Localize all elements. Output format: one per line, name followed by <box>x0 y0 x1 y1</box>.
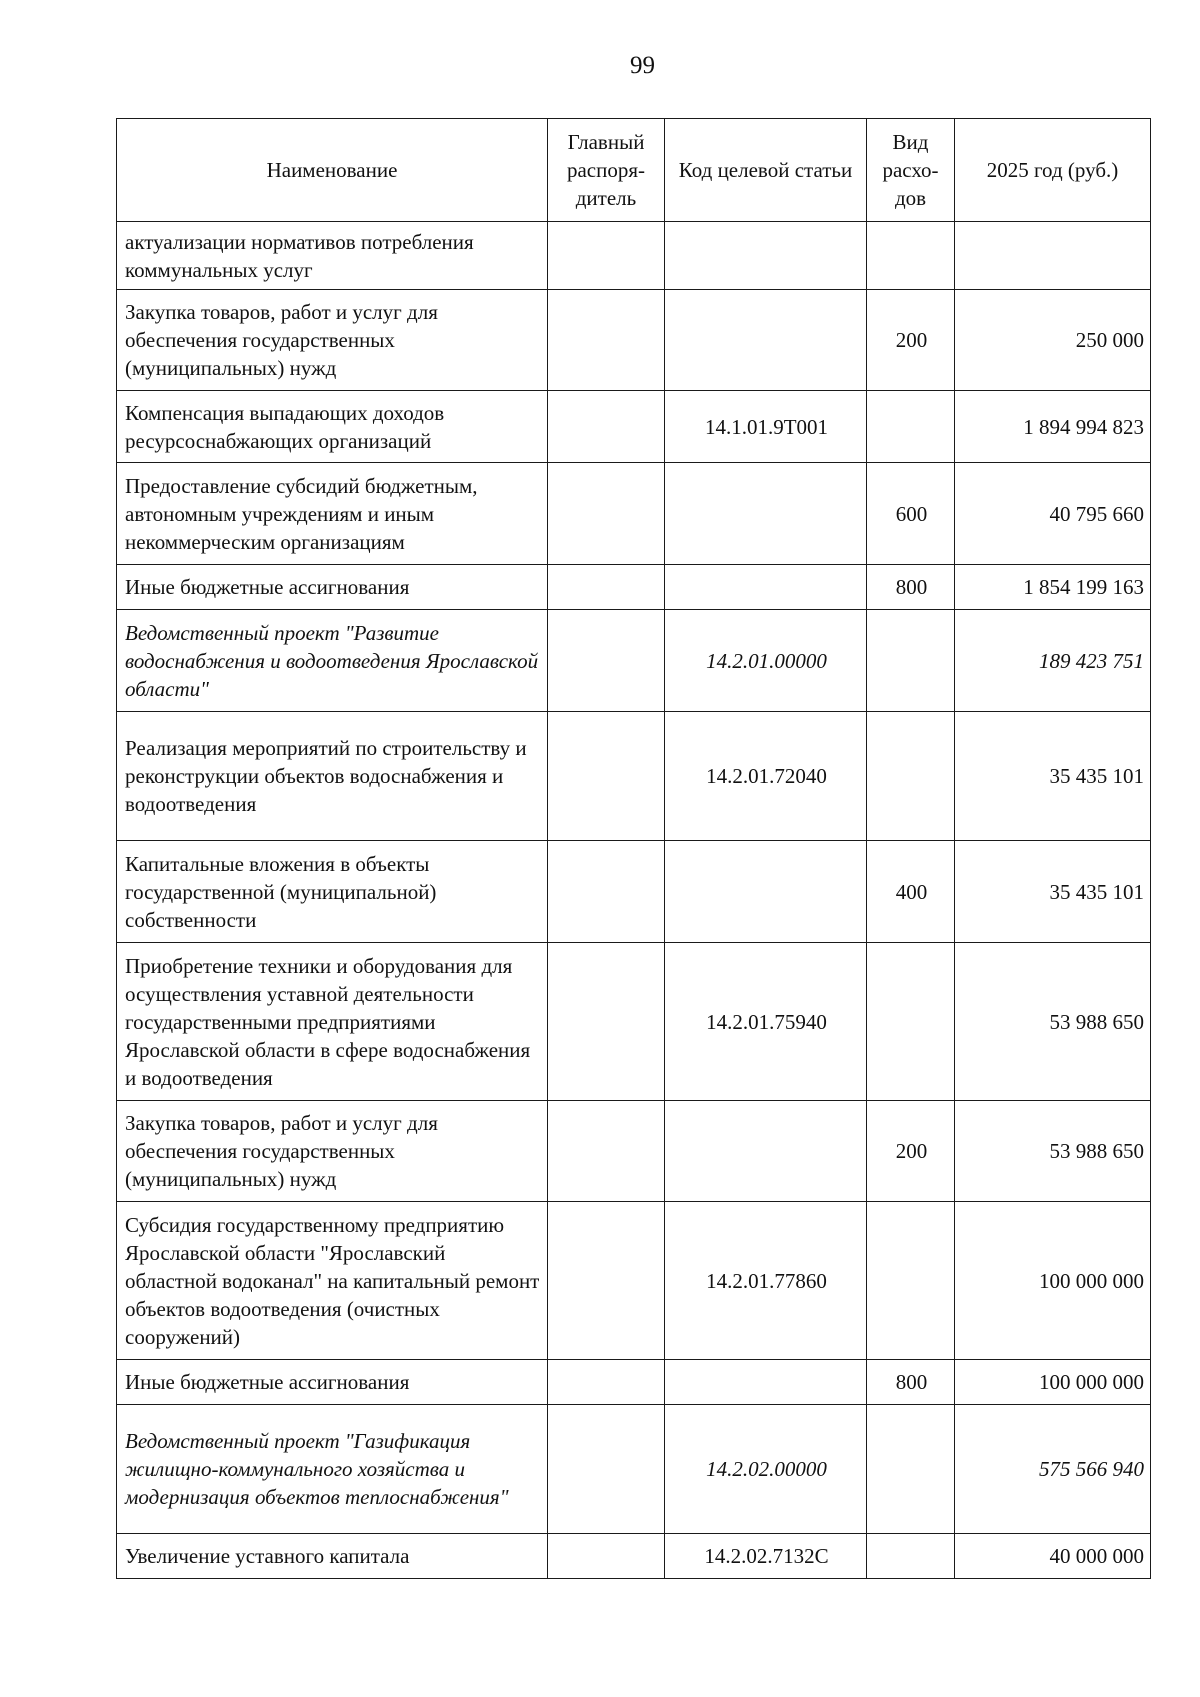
row-chief-manager <box>548 290 665 391</box>
row-name: Иные бюджетные ассигнования <box>117 1360 548 1405</box>
row-name: Ведомственный проект "Развитие водоснабжения и водоотведения Ярославской области" <box>117 610 548 712</box>
row-target-code: 14.2.01.00000 <box>665 610 867 712</box>
row-amount: 53 988 650 <box>955 1101 1151 1202</box>
row-target-code: 14.2.02.00000 <box>665 1405 867 1534</box>
row-chief-manager <box>548 1534 665 1579</box>
row-chief-manager <box>548 1202 665 1360</box>
row-expense-type <box>867 222 955 290</box>
row-amount: 1 894 994 823 <box>955 391 1151 463</box>
row-chief-manager <box>548 943 665 1101</box>
row-target-code <box>665 1101 867 1202</box>
row-name: Предоставление субсидий бюджетным, автономным учреждениям и иным некоммерческим организациям <box>117 463 548 565</box>
row-expense-type: 400 <box>867 841 955 943</box>
table-row <box>117 1360 1151 1405</box>
row-target-code <box>665 1360 867 1405</box>
row-amount: 1 854 199 163 <box>955 565 1151 610</box>
row-name: Закупка товаров, работ и услуг для обеспечения государственных (муниципальных) нужд <box>117 290 548 391</box>
row-expense-type: 200 <box>867 1101 955 1202</box>
row-name: Приобретение техники и оборудования для осуществления уставной деятельности государственными предприятиями Ярославской области в сфере водоснабжения и водоотведения <box>117 943 548 1101</box>
row-expense-type: 800 <box>867 1360 955 1405</box>
row-target-code: 14.2.02.7132С <box>665 1534 867 1579</box>
row-chief-manager <box>548 222 665 290</box>
row-amount: 250 000 <box>955 290 1151 391</box>
row-expense-type: 200 <box>867 290 955 391</box>
table-row <box>117 1101 1151 1202</box>
header-expense-type: Вид расхо-дов <box>867 119 955 222</box>
header-name: Наименование <box>117 119 548 222</box>
row-amount: 575 566 940 <box>955 1405 1151 1534</box>
row-name: Увеличение уставного капитала <box>117 1534 548 1579</box>
table-body <box>117 222 1151 1579</box>
row-chief-manager <box>548 1405 665 1534</box>
row-chief-manager <box>548 610 665 712</box>
row-chief-manager <box>548 391 665 463</box>
row-expense-type: 600 <box>867 463 955 565</box>
row-amount: 53 988 650 <box>955 943 1151 1101</box>
row-target-code <box>665 841 867 943</box>
row-chief-manager <box>548 463 665 565</box>
row-chief-manager <box>548 565 665 610</box>
row-name: Иные бюджетные ассигнования <box>117 565 548 610</box>
row-chief-manager <box>548 1360 665 1405</box>
budget-table <box>116 118 1151 1579</box>
row-target-code <box>665 222 867 290</box>
row-name: Капитальные вложения в объекты государственной (муниципальной) собственности <box>117 841 548 943</box>
row-expense-type <box>867 610 955 712</box>
row-chief-manager <box>548 1101 665 1202</box>
table-row <box>117 943 1151 1101</box>
table-row-project <box>117 1405 1151 1534</box>
header-chief-manager: Главный распоря-дитель <box>548 119 665 222</box>
row-expense-type <box>867 943 955 1101</box>
table-row <box>117 565 1151 610</box>
row-amount: 40 000 000 <box>955 1534 1151 1579</box>
row-amount: 35 435 101 <box>955 712 1151 841</box>
table-row <box>117 1534 1151 1579</box>
row-amount: 189 423 751 <box>955 610 1151 712</box>
row-target-code: 14.2.01.77860 <box>665 1202 867 1360</box>
table-row <box>117 841 1151 943</box>
row-target-code: 14.1.01.9Т001 <box>665 391 867 463</box>
table-row <box>117 712 1151 841</box>
row-name: Реализация мероприятий по строительству и реконструкции объектов водоснабжения и водоотведения <box>117 712 548 841</box>
table-row <box>117 290 1151 391</box>
row-expense-type <box>867 391 955 463</box>
row-amount: 100 000 000 <box>955 1202 1151 1360</box>
row-target-code: 14.2.01.75940 <box>665 943 867 1101</box>
row-target-code: 14.2.01.72040 <box>665 712 867 841</box>
row-expense-type <box>867 1534 955 1579</box>
row-target-code <box>665 290 867 391</box>
row-target-code <box>665 565 867 610</box>
row-name: Закупка товаров, работ и услуг для обеспечения государственных (муниципальных) нужд <box>117 1101 548 1202</box>
row-name: Компенсация выпадающих доходов ресурсоснабжающих организаций <box>117 391 548 463</box>
table-row <box>117 1202 1151 1360</box>
row-name: Субсидия государственному предприятию Ярославской области "Ярославский областной водоканал" на капитальный ремонт объектов водоотведения (очистных сооружений) <box>117 1202 548 1360</box>
row-target-code <box>665 463 867 565</box>
row-expense-type <box>867 1202 955 1360</box>
table-row <box>117 463 1151 565</box>
row-name: актуализации нормативов потребления коммунальных услуг <box>117 222 548 290</box>
row-amount <box>955 222 1151 290</box>
table-row <box>117 391 1151 463</box>
row-expense-type <box>867 1405 955 1534</box>
row-amount: 35 435 101 <box>955 841 1151 943</box>
row-chief-manager <box>548 712 665 841</box>
table-header <box>117 119 1151 222</box>
row-amount: 100 000 000 <box>955 1360 1151 1405</box>
row-name: Ведомственный проект "Газификация жилищно-коммунального хозяйства и модернизация объектов теплоснабжения" <box>117 1405 548 1534</box>
header-target-code: Код целевой статьи <box>665 119 867 222</box>
row-amount: 40 795 660 <box>955 463 1151 565</box>
row-expense-type: 800 <box>867 565 955 610</box>
table-row-project <box>117 610 1151 712</box>
row-chief-manager <box>548 841 665 943</box>
header-year: 2025 год (руб.) <box>955 119 1151 222</box>
table-row <box>117 222 1151 290</box>
row-expense-type <box>867 712 955 841</box>
page-number: 99 <box>630 52 655 79</box>
